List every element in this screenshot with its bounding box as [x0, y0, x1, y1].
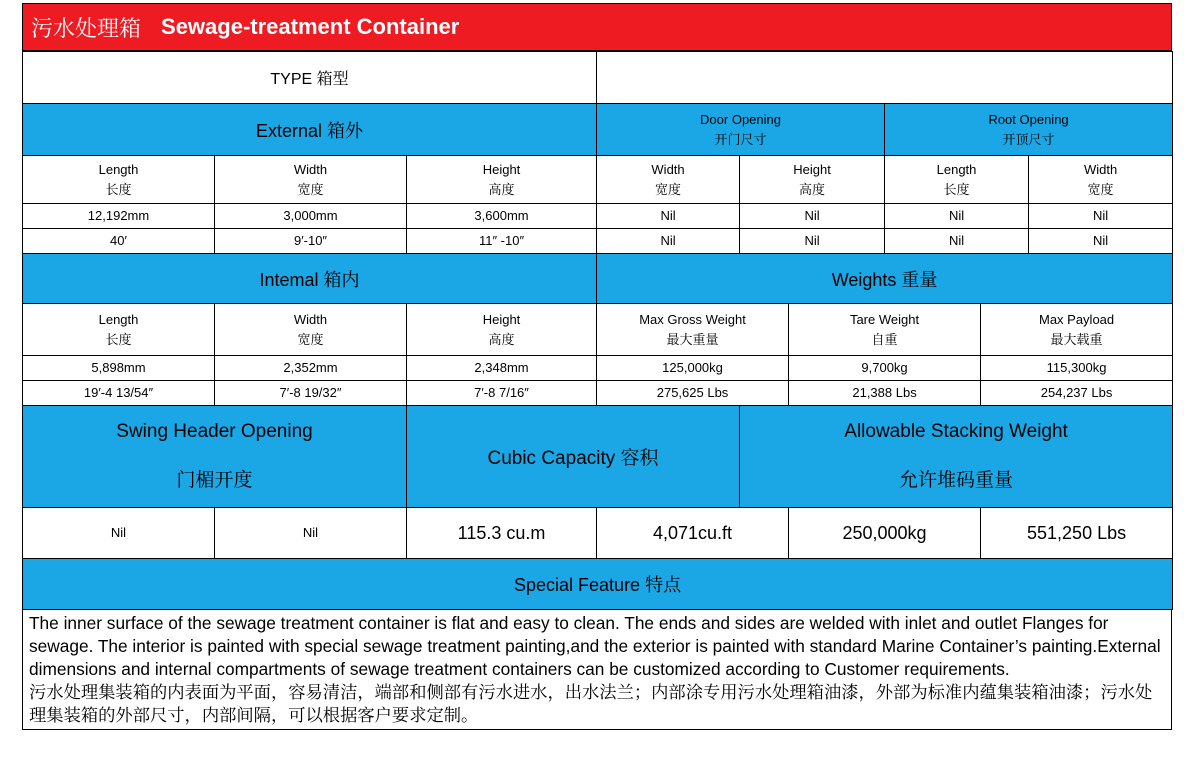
internal-header: Intemal 箱内 — [23, 254, 597, 304]
title-english: Sewage-treatment Container — [161, 14, 460, 39]
weights-header: Weights 重量 — [597, 254, 1173, 304]
table-cell: 3,600mm — [407, 204, 597, 229]
type-label: TYPE 箱型 — [23, 52, 597, 104]
int-col-length: Length 长度 — [23, 304, 215, 356]
table-cell: Nil — [740, 204, 885, 229]
description-chinese: 污水处理集装箱的内表面为平面，容易清洁，端部和侧部有污水进水，出水法兰；内部涂专用污水处理箱油漆，外部为标准内蕴集装箱油漆；污水处理集装箱的外部尺寸，内部间隔，可以根据客户要求定制。 — [29, 682, 1153, 725]
table-cell: 275,625 Lbs — [597, 381, 789, 406]
table-cell: 3,000mm — [215, 204, 407, 229]
table-cell: Nil — [1029, 229, 1173, 254]
special-feature-header: Special Feature 特点 — [23, 559, 1173, 610]
table-cell: 2,348mm — [407, 356, 597, 381]
description-english: The inner surface of the sewage treatment container is flat and easy to clean. The ends and sides are welded with inlet and outlet Flanges for sewage. The interior is painted with special sewage treatment painting,and the exterior is painted with standard Marine Container’s painting.External dimensions and internal compartments of sewage treatment containers can be customized according to Customer requirements. — [29, 613, 1161, 679]
swing-value: Nil — [23, 508, 215, 559]
cubic-capacity-header: Cubic Capacity 容积 — [407, 406, 740, 508]
spec-sheet — [22, 3, 1172, 730]
weight-col-max-payload: Max Payload 最大载重 — [981, 304, 1173, 356]
table-cell: 5,898mm — [23, 356, 215, 381]
table-cell: 9′-10″ — [215, 229, 407, 254]
external-header: External 箱外 — [23, 104, 597, 156]
stacking-weight-header: Allowable Stacking Weight 允许堆码重量 — [740, 406, 1173, 508]
title-bar — [22, 3, 1172, 51]
table-cell: 40′ — [23, 229, 215, 254]
type-value — [597, 52, 1173, 104]
ext-col-width: Width 宽度 — [215, 156, 407, 204]
ext-col-length: Length 长度 — [23, 156, 215, 204]
table-cell: 254,237 Lbs — [981, 381, 1173, 406]
table-cell: 115,300kg — [981, 356, 1173, 381]
table-cell: Nil — [885, 229, 1029, 254]
stacking-value-kg: 250,000kg — [789, 508, 981, 559]
door-opening-header: Door Opening 开门尺寸 — [597, 104, 885, 156]
swing-header: Swing Header Opening 门楣开度 — [23, 406, 407, 508]
weight-col-max-gross: Max Gross Weight 最大重量 — [597, 304, 789, 356]
capacity-value-metric: 115.3 cu.m — [407, 508, 597, 559]
swing-value: Nil — [215, 508, 407, 559]
feature-description — [22, 610, 1172, 730]
door-col-width: Width 宽度 — [597, 156, 740, 204]
stacking-value-lbs: 551,250 Lbs — [981, 508, 1173, 559]
table-cell: 2,352mm — [215, 356, 407, 381]
table-cell: Nil — [740, 229, 885, 254]
ext-col-height: Height 高度 — [407, 156, 597, 204]
table-cell: Nil — [597, 204, 740, 229]
table-cell: 19′-4 13/54″ — [23, 381, 215, 406]
int-col-width: Width 宽度 — [215, 304, 407, 356]
capacity-value-imperial: 4,071cu.ft — [597, 508, 789, 559]
table-cell: 11″ -10″ — [407, 229, 597, 254]
table-cell: 7′-8 7/16″ — [407, 381, 597, 406]
spec-table — [22, 51, 1173, 610]
roof-opening-header: Root Opening 开顶尺寸 — [885, 104, 1173, 156]
table-cell: Nil — [1029, 204, 1173, 229]
weight-col-tare: Tare Weight 自重 — [789, 304, 981, 356]
table-cell: 125,000kg — [597, 356, 789, 381]
table-cell: 7′-8 19/32″ — [215, 381, 407, 406]
int-col-height: Height 高度 — [407, 304, 597, 356]
table-cell: 9,700kg — [789, 356, 981, 381]
table-cell: 21,388 Lbs — [789, 381, 981, 406]
table-cell: Nil — [885, 204, 1029, 229]
table-cell: Nil — [597, 229, 740, 254]
table-cell: 12,192mm — [23, 204, 215, 229]
door-col-height: Height 高度 — [740, 156, 885, 204]
roof-col-length: Length 长度 — [885, 156, 1029, 204]
roof-col-width: Width 宽度 — [1029, 156, 1173, 204]
title-chinese: 污水处理箱 — [31, 16, 142, 42]
